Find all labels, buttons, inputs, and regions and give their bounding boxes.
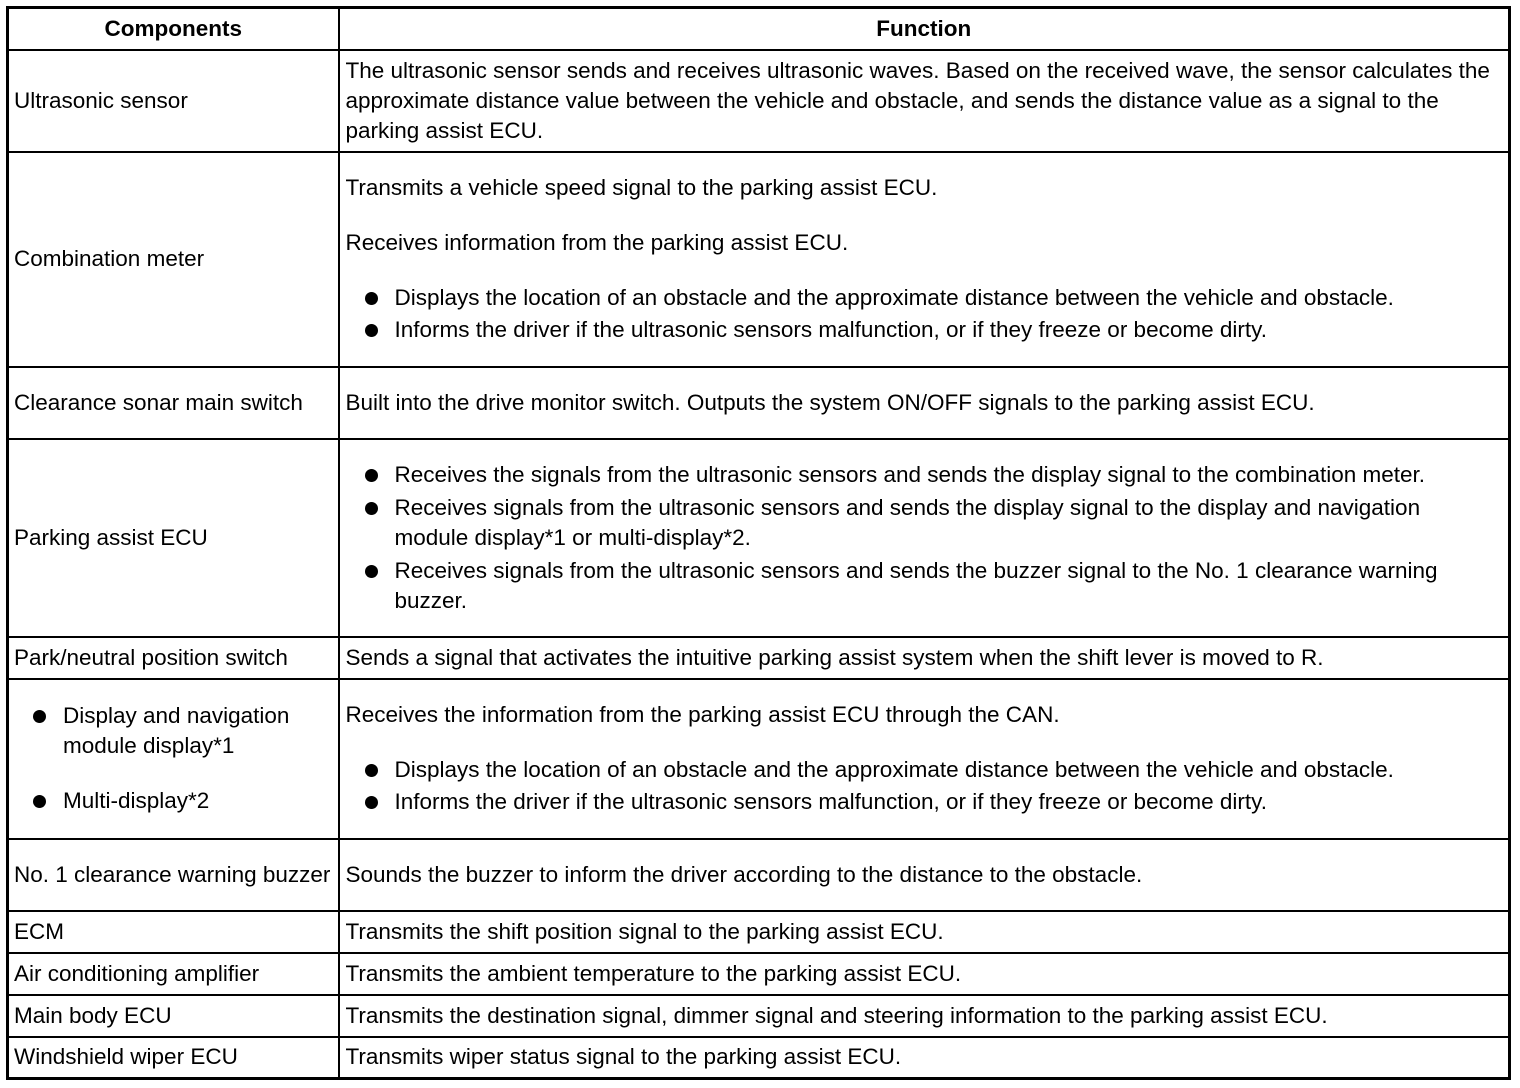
function-cell: Built into the drive monitor switch. Outputs the system ON/OFF signals to the parking assist ECU. [339, 367, 1510, 439]
list-item [346, 493, 1501, 553]
component-cell: Main body ECU [8, 995, 339, 1037]
header-function: Function [339, 8, 1510, 50]
component-cell: Ultrasonic sensor [8, 50, 339, 152]
component-cell: No. 1 clearance warning buzzer [8, 839, 339, 911]
function-paragraph: Transmits a vehicle speed signal to the parking assist ECU. [345, 175, 938, 200]
bullet-icon [365, 565, 378, 578]
list-item [346, 283, 1501, 313]
bullet-list [346, 460, 1501, 616]
function-cell [339, 679, 1510, 839]
component-cell: Clearance sonar main switch [8, 367, 339, 439]
bullet-icon [33, 710, 46, 723]
function-cell: Transmits the ambient temperature to the parking assist ECU. [339, 953, 1510, 995]
bullet-icon [365, 469, 378, 482]
table-row [8, 152, 1510, 367]
components-function-table [6, 6, 1511, 1080]
table-row [8, 953, 1510, 995]
list-item [346, 315, 1501, 345]
bullet-list [346, 283, 1501, 345]
function-paragraph: Receives the information from the parking assist ECU through the CAN. [345, 702, 1060, 727]
list-item-text: Informs the driver if the ultrasonic sensors malfunction, or if they freeze or become dirty. [394, 317, 1267, 342]
bullet-icon [365, 502, 378, 515]
header-components: Components [8, 8, 339, 50]
function-cell: Transmits wiper status signal to the parking assist ECU. [339, 1037, 1510, 1079]
function-cell: Transmits the shift position signal to the parking assist ECU. [339, 911, 1510, 953]
table-row [8, 637, 1510, 679]
list-item-text: Receives the signals from the ultrasonic sensors and sends the display signal to the combination meter. [394, 461, 1426, 487]
table-row [8, 439, 1510, 637]
table-row [8, 911, 1510, 953]
component-bullet-list [14, 701, 333, 816]
component-cell: Park/neutral position switch [8, 637, 339, 679]
bullet-icon [365, 764, 378, 777]
bullet-icon [33, 795, 46, 808]
function-cell: The ultrasonic sensor sends and receives ultrasonic waves. Based on the received wave, the sensor calculates the approximate distance value between the vehicle and obstacle, and sends the distance value as a signal to the parking assist ECU. [339, 50, 1510, 152]
list-item-text: Displays the location of an obstacle and the approximate distance between the vehicle and obstacle. [394, 285, 1394, 310]
list-item [346, 460, 1501, 490]
table-row [8, 839, 1510, 911]
list-item-text: Informs the driver if the ultrasonic sensors malfunction, or if they freeze or become dirty. [394, 789, 1267, 814]
component-cell: Combination meter [8, 152, 339, 367]
function-cell: Sounds the buzzer to inform the driver according to the distance to the obstacle. [339, 839, 1510, 911]
list-item-text: Multi-display*2 [63, 788, 210, 813]
bullet-icon [365, 292, 378, 305]
function-cell [339, 152, 1510, 367]
bullet-icon [365, 324, 378, 337]
components-function-sheet [6, 6, 1508, 1080]
table-row [8, 367, 1510, 439]
component-cell [8, 679, 339, 839]
function-cell: Transmits the destination signal, dimmer signal and steering information to the parking assist ECU. [339, 995, 1510, 1037]
list-item [14, 701, 333, 761]
component-cell: Windshield wiper ECU [8, 1037, 339, 1079]
list-item-text: Receives signals from the ultrasonic sensors and sends the display signal to the display and navigation module display*1 or multi-display*2. [394, 494, 1421, 550]
function-paragraph: Receives information from the parking assist ECU. [345, 230, 849, 255]
function-cell [339, 439, 1510, 637]
list-item-text: Displays the location of an obstacle and the approximate distance between the vehicle and obstacle. [394, 757, 1394, 782]
table-row [8, 50, 1510, 152]
header-row [8, 8, 1510, 50]
component-cell: Air conditioning amplifier [8, 953, 339, 995]
function-cell: Sends a signal that activates the intuitive parking assist system when the shift lever is moved to R. [339, 637, 1510, 679]
bullet-list [346, 755, 1501, 817]
list-item [346, 787, 1501, 817]
bullet-icon [365, 796, 378, 809]
list-item [346, 556, 1501, 616]
table-row [8, 995, 1510, 1037]
list-item-text: Receives signals from the ultrasonic sensors and sends the buzzer signal to the No. 1 clearance warning buzzer. [394, 557, 1438, 613]
list-item [14, 786, 333, 816]
list-item [346, 755, 1501, 785]
component-cell: ECM [8, 911, 339, 953]
table-row [8, 679, 1510, 839]
component-cell: Parking assist ECU [8, 439, 339, 637]
table-row [8, 1037, 1510, 1079]
list-item-text: Display and navigation module display*1 [63, 703, 290, 758]
